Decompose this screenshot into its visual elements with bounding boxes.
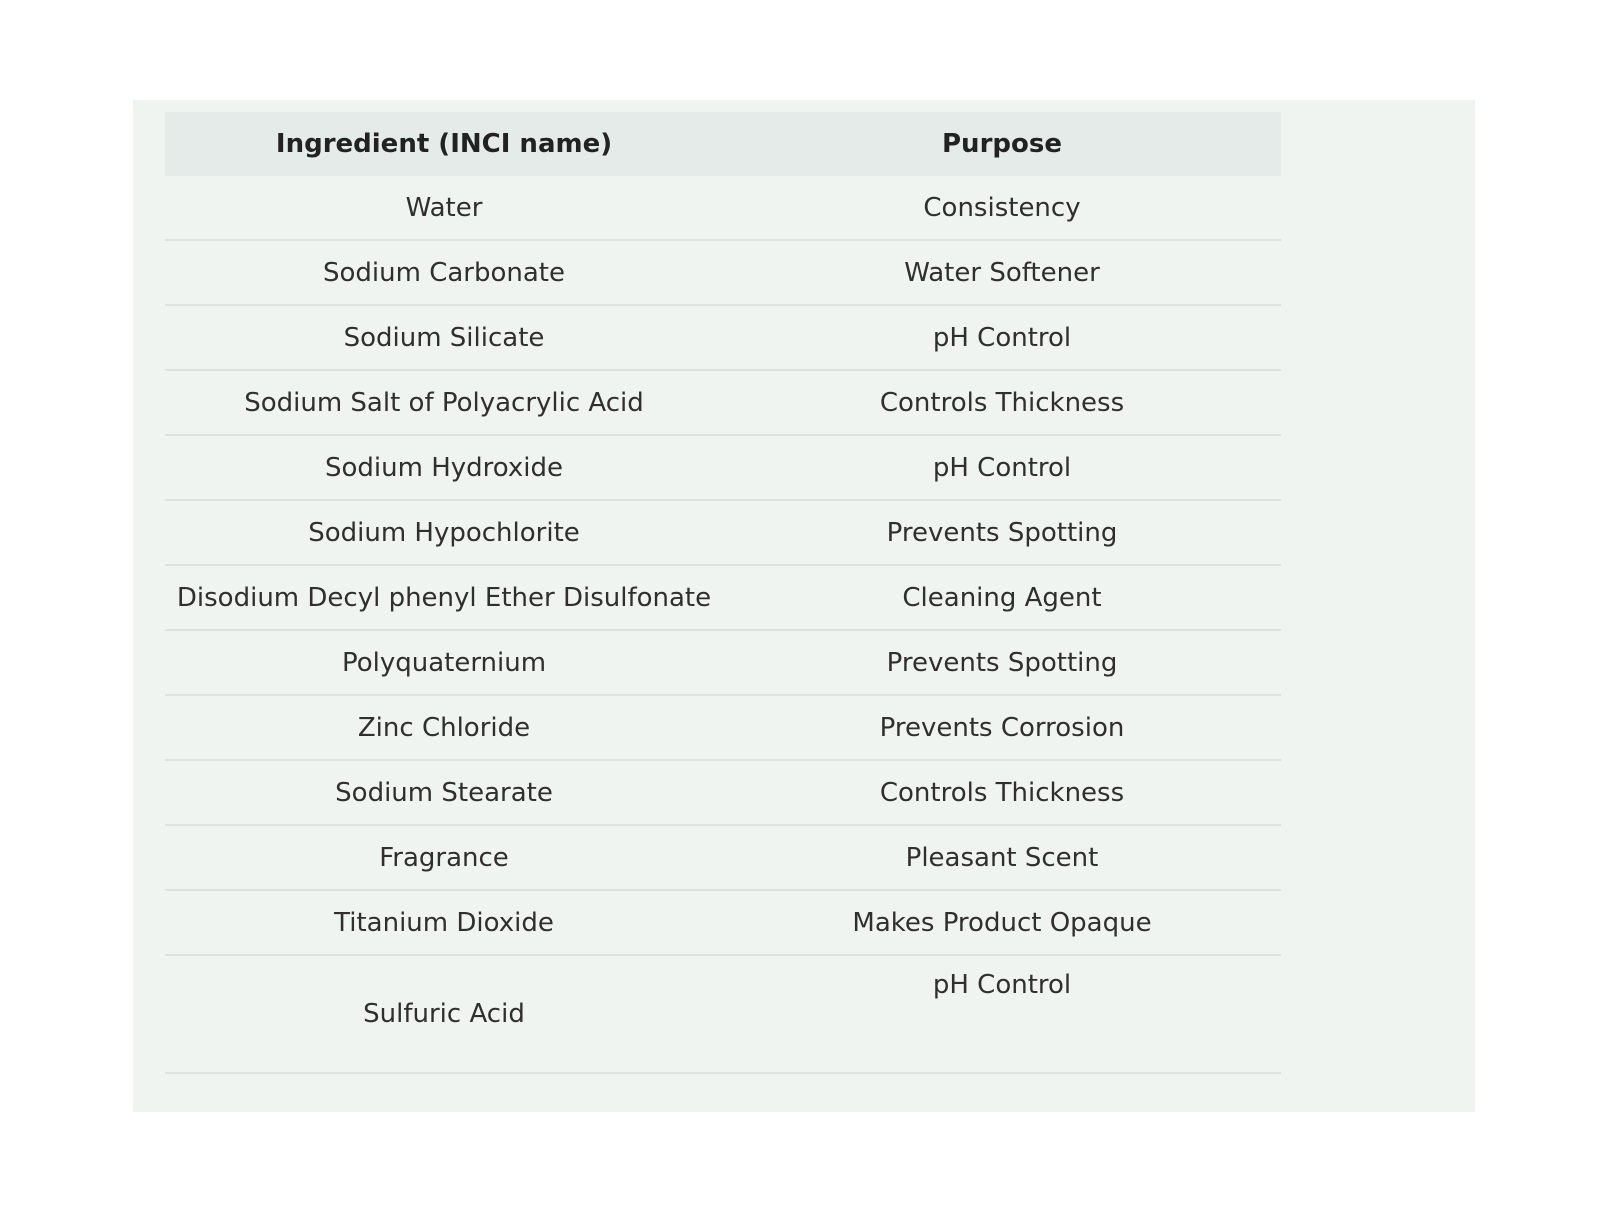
purpose-cell: Prevents Corrosion [723, 695, 1281, 760]
table-row [165, 176, 1281, 240]
table-row [165, 305, 1281, 370]
table-header-row [165, 112, 1281, 176]
purpose-cell: Cleaning Agent [723, 565, 1281, 630]
ingredient-cell: Sodium Stearate [165, 760, 723, 825]
table-row [165, 240, 1281, 305]
ingredient-cell: Disodium Decyl phenyl Ether Disulfonate [165, 565, 723, 630]
table-row [165, 890, 1281, 955]
purpose-column-header: Purpose [723, 112, 1281, 176]
table-row [165, 630, 1281, 695]
table-row [165, 825, 1281, 890]
ingredient-cell: Sodium Hypochlorite [165, 500, 723, 565]
ingredient-cell: Fragrance [165, 825, 723, 890]
ingredient-cell: Sodium Carbonate [165, 240, 723, 305]
purpose-cell: Prevents Spotting [723, 630, 1281, 695]
purpose-cell: Consistency [723, 176, 1281, 240]
purpose-cell: Water Softener [723, 240, 1281, 305]
table-row [165, 695, 1281, 760]
ingredient-cell: Polyquaternium [165, 630, 723, 695]
table-row [165, 955, 1281, 1073]
table-row [165, 760, 1281, 825]
table-row [165, 565, 1281, 630]
table-row [165, 370, 1281, 435]
ingredient-cell: Sodium Silicate [165, 305, 723, 370]
purpose-cell: pH Control [723, 305, 1281, 370]
purpose-cell: Controls Thickness [723, 370, 1281, 435]
table-row [165, 435, 1281, 500]
ingredient-cell: Sulfuric Acid [165, 955, 723, 1073]
purpose-cell: Pleasant Scent [723, 825, 1281, 890]
purpose-cell: pH Control [723, 955, 1281, 1073]
purpose-cell: Prevents Spotting [723, 500, 1281, 565]
ingredients-panel [133, 100, 1475, 1112]
ingredients-table [165, 112, 1281, 1074]
ingredient-column-header: Ingredient (INCI name) [165, 112, 723, 176]
ingredient-cell: Titanium Dioxide [165, 890, 723, 955]
ingredient-cell: Sodium Salt of Polyacrylic Acid [165, 370, 723, 435]
ingredient-cell: Sodium Hydroxide [165, 435, 723, 500]
ingredient-cell: Water [165, 176, 723, 240]
ingredient-cell: Zinc Chloride [165, 695, 723, 760]
purpose-cell: Controls Thickness [723, 760, 1281, 825]
table-row [165, 500, 1281, 565]
purpose-cell: pH Control [723, 435, 1281, 500]
purpose-cell: Makes Product Opaque [723, 890, 1281, 955]
